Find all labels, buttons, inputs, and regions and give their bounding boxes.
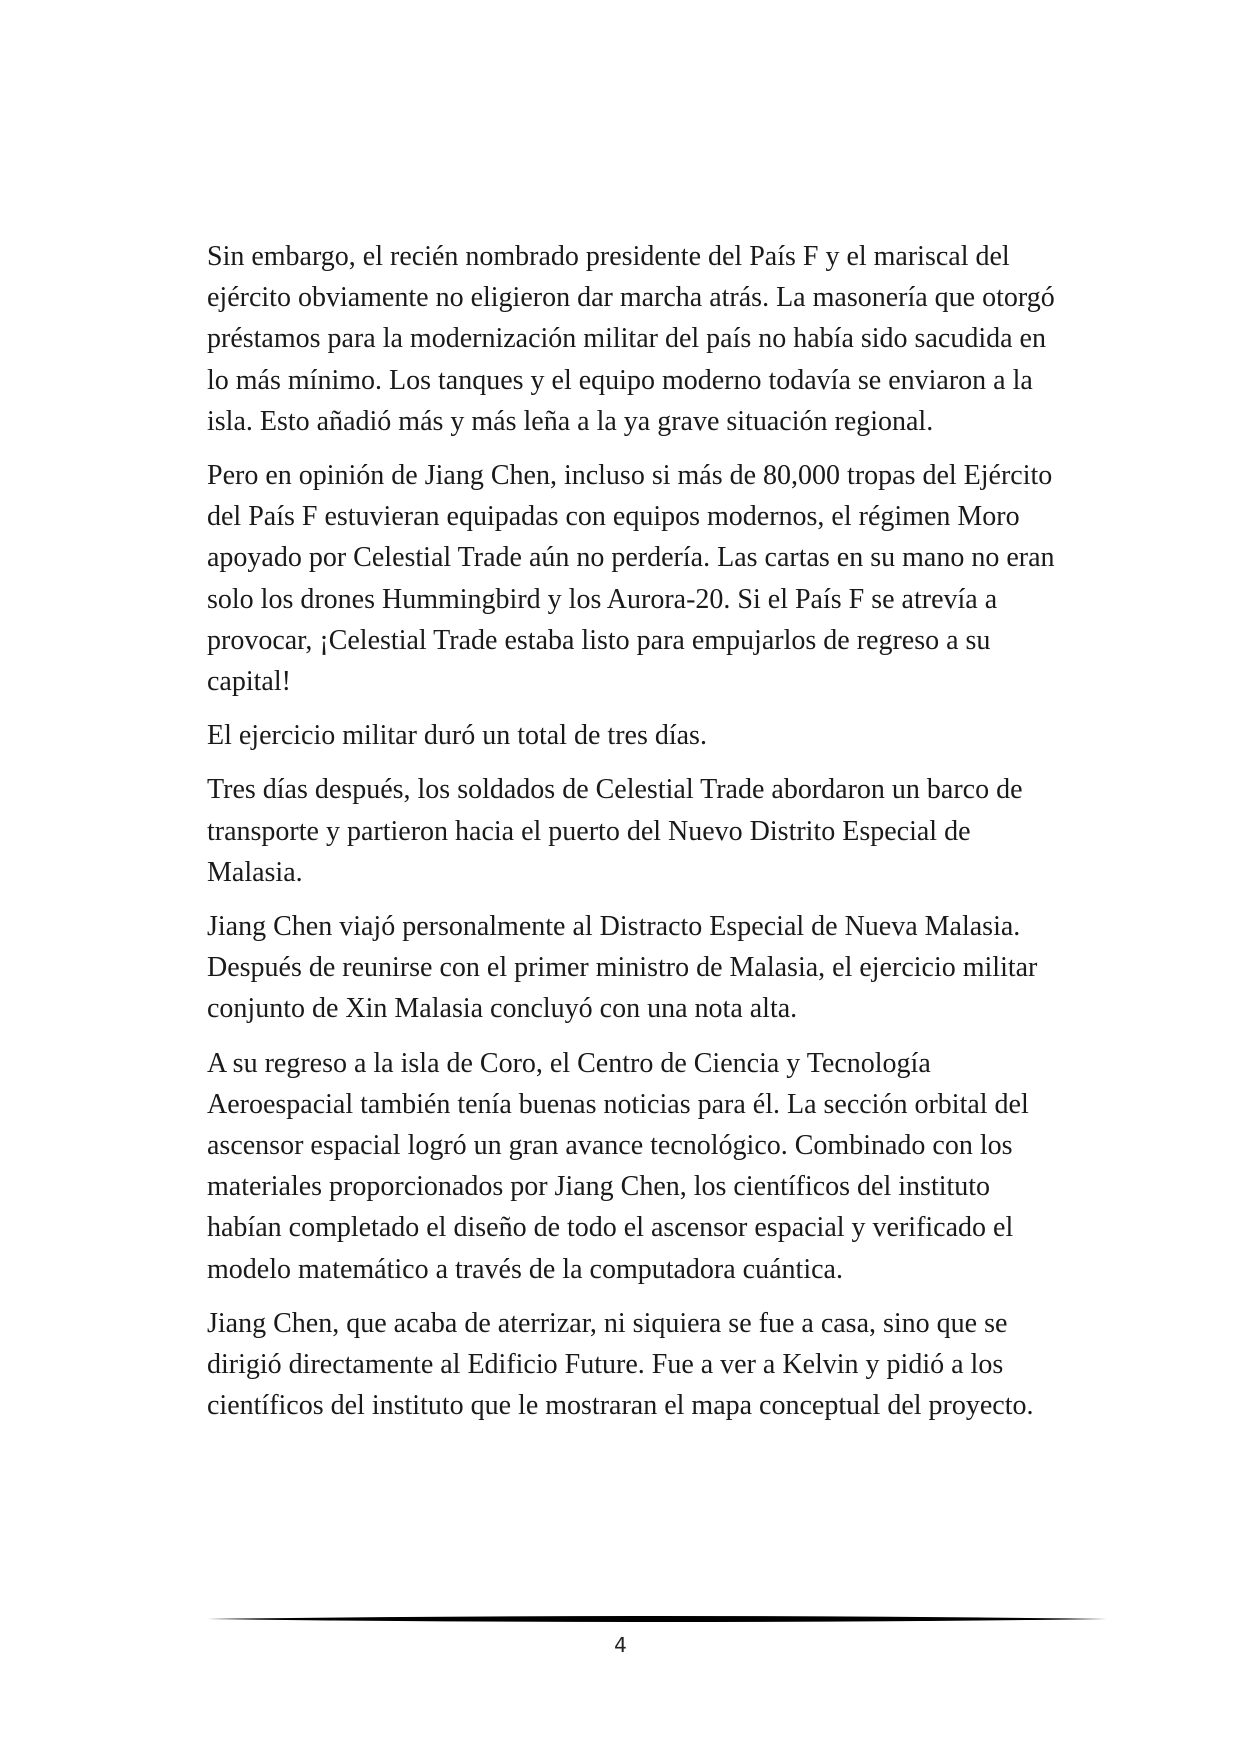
paragraph-4: Tres días después, los soldados de Celestial Trade abordaron un barco de transporte y partieron hacia el puerto del Nuevo Distrito Especial de Malasia.: [207, 774, 1023, 888]
footer-divider: [207, 1614, 1107, 1624]
paragraph-2: Pero en opinión de Jiang Chen, incluso si más de 80,000 tropas del Ejército del País F estuvieran equipadas con equipos modernos, el régimen Moro apoyado por Celestial Trade aún no perdería. Las cartas en su mano no eran solo los drones Hummingbird y los Aurora-20. Si el País F se atrevía a provocar, ¡Celestial Trade estaba listo para empujarlos de regreso a su capital!: [207, 460, 1055, 698]
paragraph-1: Sin embargo, el recién nombrado presidente del País F y el mariscal del ejército obviamente no eligieron dar marcha atrás. La masonería que otorgó préstamos para la modernización militar del país no había sido sacudida en lo más mínimo. Los tanques y el equipo moderno todavía se enviaron a la isla. Esto añadió más y más leña a la ya grave situación regional.: [207, 241, 1055, 437]
body-text: [207, 236, 1067, 1439]
paragraph-6: A su regreso a la isla de Coro, el Centro de Ciencia y Tecnología Aeroespacial también tenía buenas noticias para él. La sección orbital del ascensor espacial logró un gran avance tecnológico. Combinado con los materiales proporcionados por Jiang Chen, los científicos del instituto habían completado el diseño de todo el ascensor espacial y verificado el modelo matemático a través de la computadora cuántica.: [207, 1047, 1029, 1285]
paragraph-3: El ejercicio militar duró un total de tres días.: [207, 720, 707, 752]
paragraph-7: Jiang Chen, que acaba de aterrizar, ni siquiera se fue a casa, sino que se dirigió directamente al Edificio Future. Fue a ver a Kelvin y pidió a los científicos del instituto que le mostraran el mapa conceptual del proyecto.: [207, 1307, 1034, 1422]
page-number: 4: [614, 1633, 627, 1657]
paragraph-5: Jiang Chen viajó personalmente al Distracto Especial de Nueva Malasia. Después de reunirse con el primer ministro de Malasia, el ejercicio militar conjunto de Xin Malasia concluyó con una nota alta.: [207, 911, 1038, 1025]
